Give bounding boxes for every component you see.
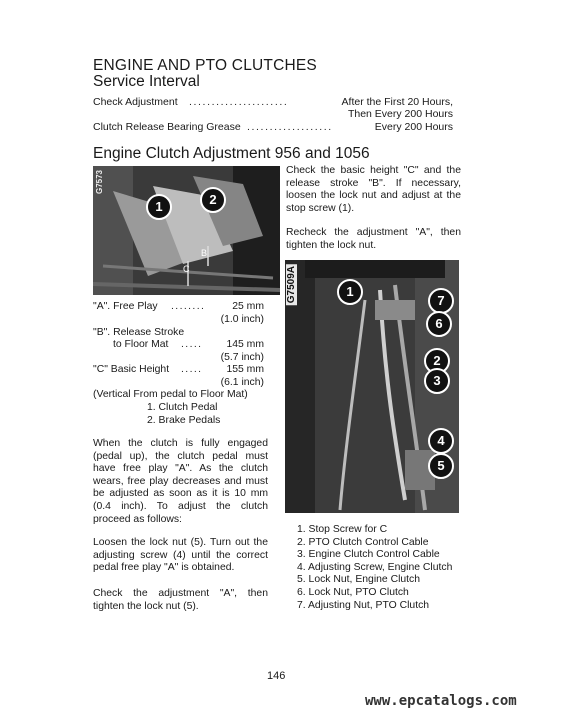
page-subtitle: Service Interval	[93, 73, 200, 90]
callout-2: 2	[424, 348, 450, 374]
watermark: www.epcatalogs.com	[365, 693, 517, 709]
callout-5: 5	[428, 453, 454, 479]
measure-c-inch: (6.1 inch)	[220, 377, 264, 388]
service-row-value: Every 200 Hours	[374, 121, 453, 133]
photo-code: G7573	[95, 170, 104, 195]
list-item: 1. Stop Screw for C	[297, 524, 388, 535]
measure-b-dots: .....	[181, 339, 203, 350]
letter-c: C	[183, 264, 190, 274]
paragraph-check-adjustment: Check the adjustment "A", then tighten the lock nut (5).	[93, 588, 268, 612]
list-item: 4. Adjusting Screw, Engine Clutch	[297, 561, 453, 573]
list-item: 7. Adjusting Nut, PTO Clutch	[297, 599, 430, 611]
pedal-legend-item: 2. Brake Pedals	[147, 415, 221, 426]
pedal-photo-drawing	[93, 166, 280, 295]
measure-c-label: "C" Basic Height	[93, 364, 170, 375]
page-title: ENGINE AND PTO CLUTCHES	[93, 57, 317, 74]
callout-1: 1	[337, 279, 363, 305]
parts-list	[297, 524, 452, 612]
letter-b: B	[201, 248, 208, 258]
list-item: 6. Lock Nut, PTO Clutch	[297, 586, 409, 598]
measure-b-label2: to Floor Mat	[113, 339, 169, 350]
callout-3: 3	[424, 368, 450, 394]
service-row-dots: ......................	[189, 96, 289, 108]
callout-4: 4	[428, 428, 454, 454]
measure-b-inch: (5.7 inch)	[220, 352, 264, 363]
paragraph-recheck: Recheck the adjustment "A", then tighten the lock nut.	[286, 227, 461, 251]
callout-7: 7	[428, 288, 454, 314]
paragraph-loosen: Loosen the lock nut (5). Turn out the adjusting screw (4) until the correct pedal free play "A" is obtained.	[93, 537, 268, 574]
cable-photo	[285, 260, 459, 513]
service-row-label: Check Adjustment	[93, 96, 178, 108]
measure-a-inch: (1.0 inch)	[220, 314, 264, 325]
measure-a-dots: ........	[171, 301, 206, 312]
page-number: 146	[267, 670, 286, 682]
measure-a-label: "A". Free Play	[93, 301, 158, 312]
callout-1: 1	[146, 194, 172, 220]
pedal-legend-item: 1. Clutch Pedal	[147, 402, 218, 413]
paragraph-check-basic-height: Check the basic height "C" and the release stroke "B". If necessary, loosen the lock nut and adjust at the stop screw (1).	[286, 165, 461, 214]
pedal-photo	[93, 166, 280, 295]
measure-c-dots: .....	[181, 364, 203, 375]
callout-2: 2	[200, 187, 226, 213]
photo-code: G7509A	[286, 266, 297, 304]
service-row-value: After the First 20 Hours,	[341, 96, 453, 108]
measure-b-label: "B". Release Stroke	[93, 327, 185, 338]
service-row-label: Clutch Release Bearing Grease	[93, 121, 241, 133]
measure-a-mm: 25 mm	[232, 301, 264, 312]
list-item: 2. PTO Clutch Control Cable	[297, 536, 429, 548]
service-row-value: Then Every 200 Hours	[347, 108, 453, 120]
service-row-dots: ...................	[247, 121, 333, 133]
measure-note: (Vertical From pedal to Floor Mat)	[93, 389, 248, 400]
list-item: 3. Engine Clutch Control Cable	[297, 549, 440, 561]
section-title: Engine Clutch Adjustment 956 and 1056	[93, 145, 370, 162]
callout-6: 6	[426, 311, 452, 337]
paragraph-free-play: When the clutch is fully engaged (pedal up), the clutch pedal must have free play "A". As the clutch wears, free play decreases and must be adjusted as soon as it is 10 mm (0.4 inch). To adjust the clutch proceed as follows:	[93, 438, 268, 525]
measure-b-mm: 145 mm	[226, 339, 264, 350]
measure-c-mm: 155 mm	[226, 364, 264, 375]
list-item: 5. Lock Nut, Engine Clutch	[297, 574, 421, 586]
